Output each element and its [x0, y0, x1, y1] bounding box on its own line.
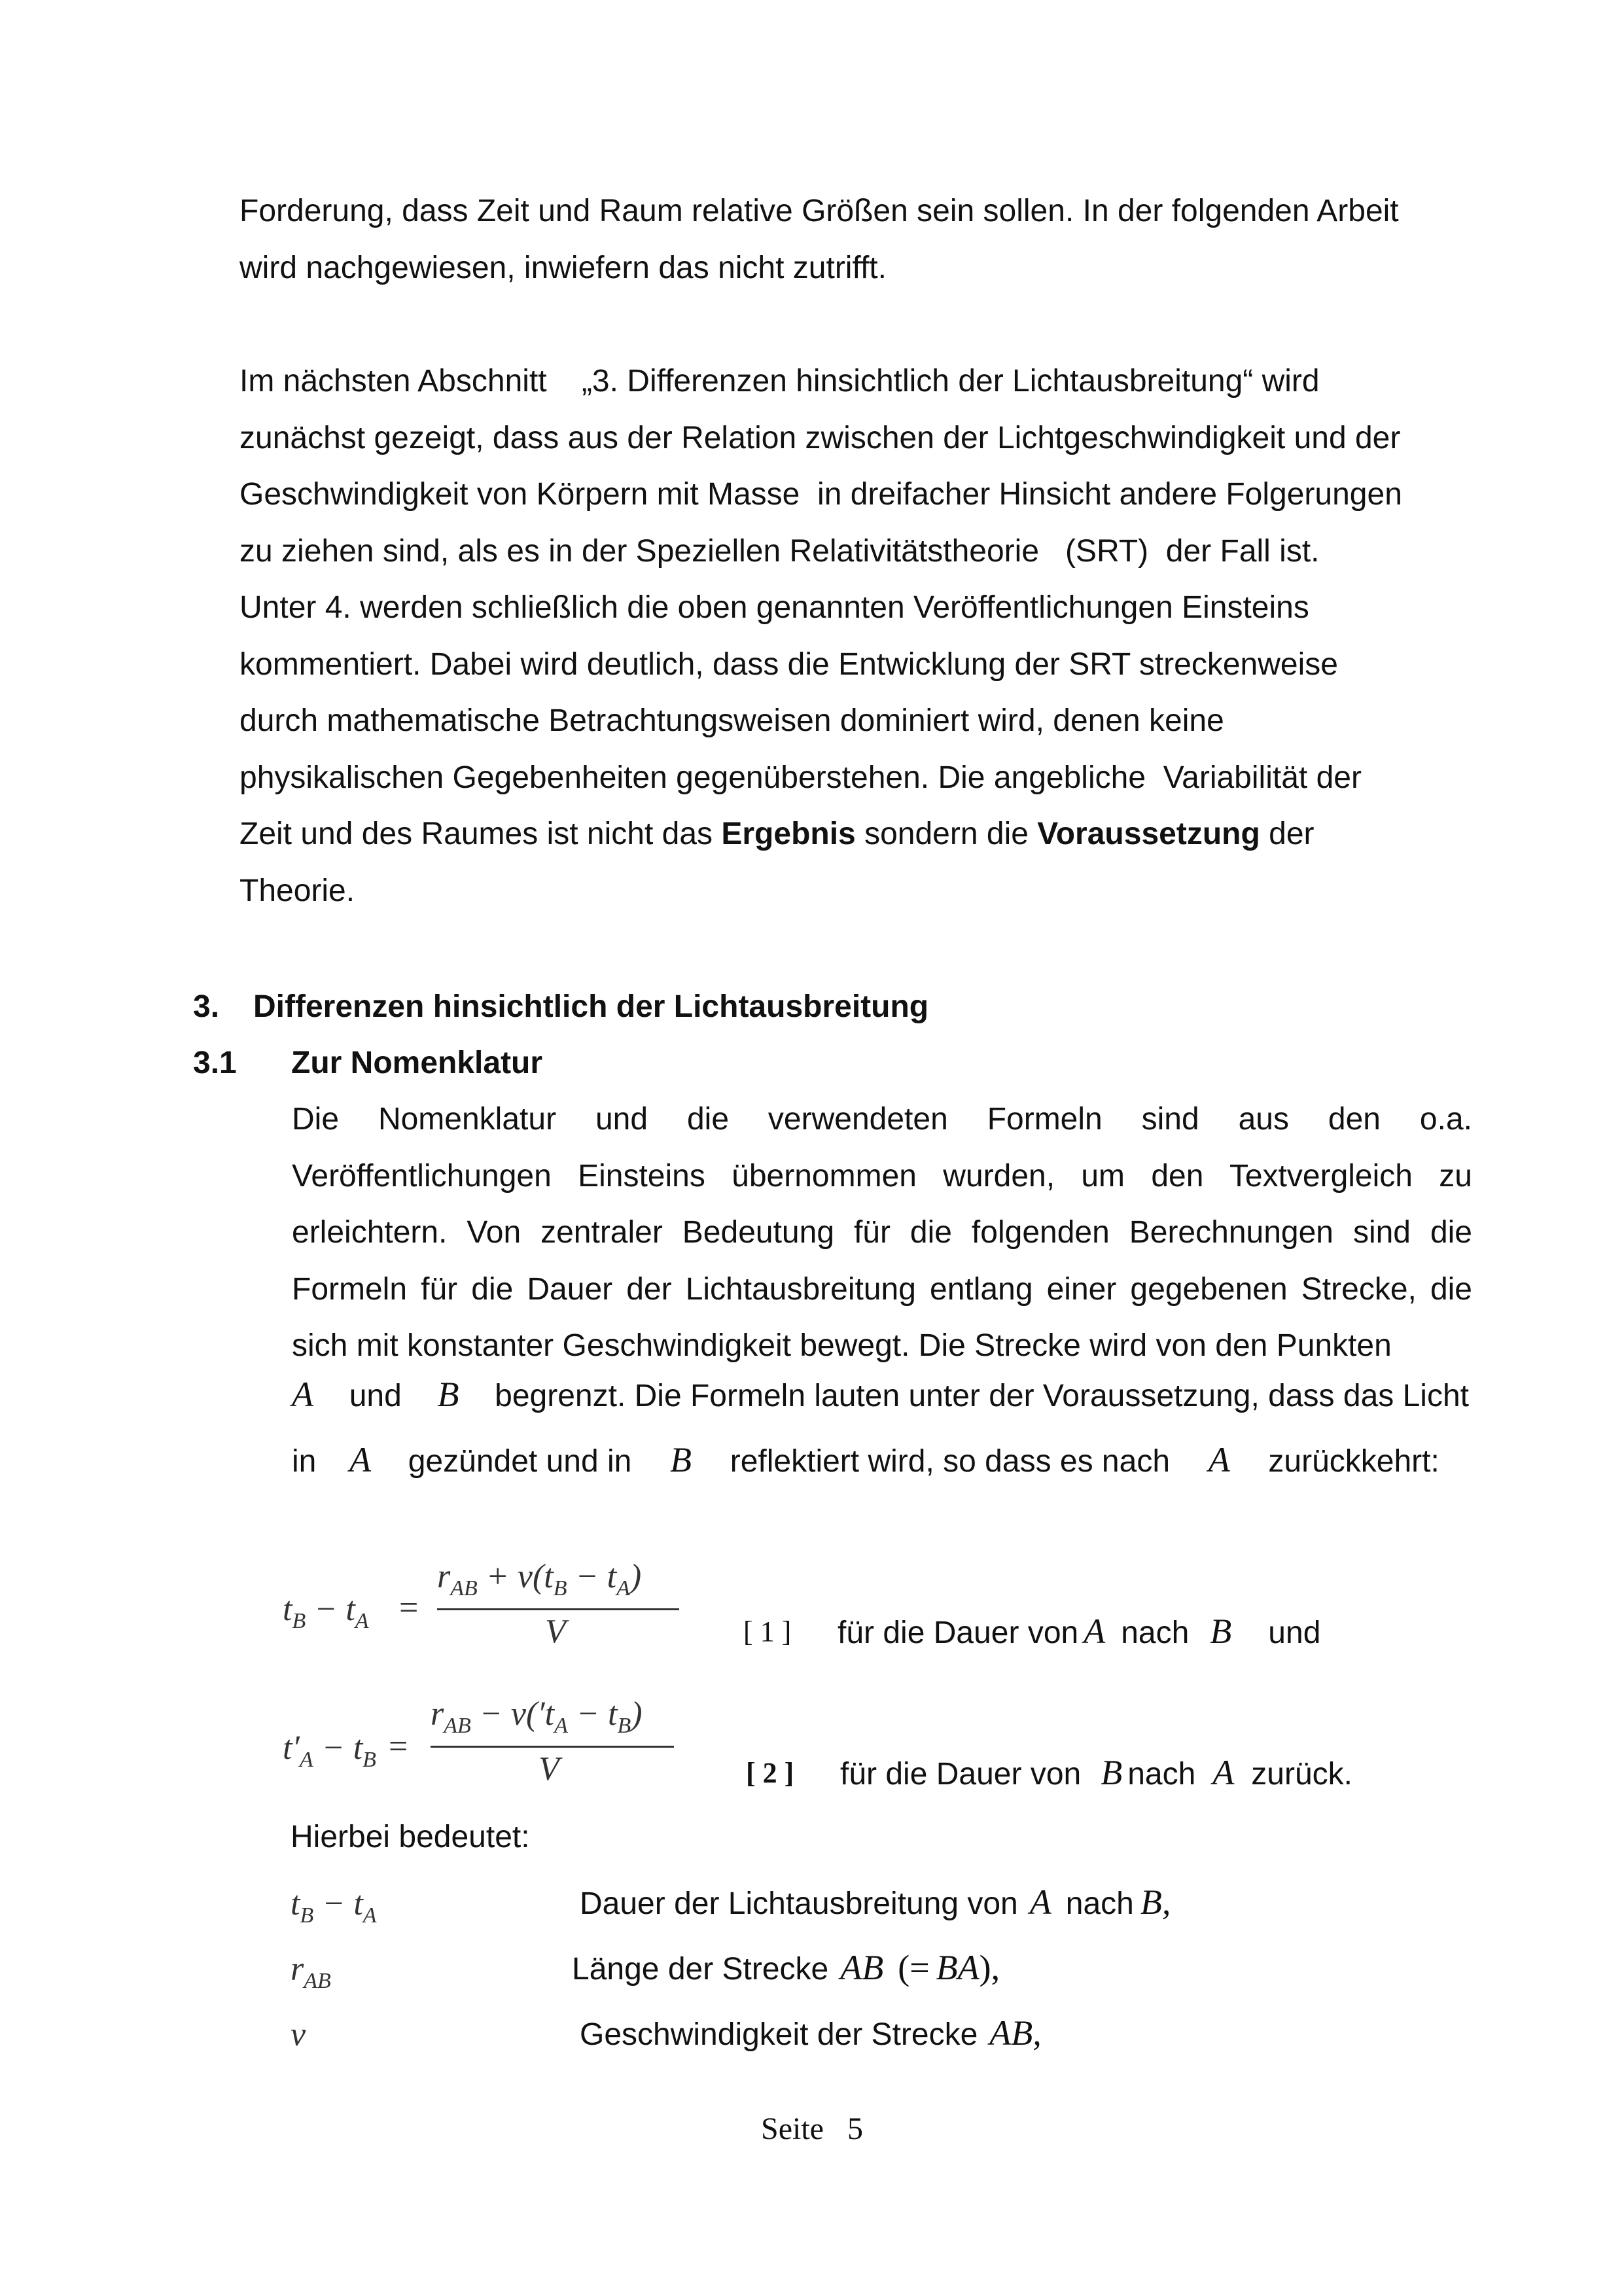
text-line: sich mit konstanter Geschwindigkeit bewegt. Die Strecke wird von den Punkten	[292, 1328, 1392, 1363]
definition-symbol: v	[291, 2016, 306, 2053]
fraction-denominator: V	[538, 1750, 559, 1788]
definitions-intro: Hierbei bedeutet:	[291, 1820, 530, 1854]
section-heading-3	[193, 979, 928, 1035]
text-line: Unter 4. werden schließlich die oben genannten Veröffentlichungen Einsteins	[239, 590, 1309, 625]
fraction-numerator: $r_{AB} + v(t_B - t_A)$	[437, 1558, 642, 1600]
formula-lhs: $t'_A - t_B$	[283, 1729, 376, 1772]
text-line: zu ziehen sind, als es in der Speziellen Relativitätstheorie (SRT) der Fall ist.	[239, 533, 1320, 569]
math-symbol: A	[349, 1440, 372, 1479]
paragraph-intro	[239, 183, 1456, 296]
text-line: physikalischen Gegebenheiten gegenüberstehen. Die angebliche Variabilität der	[239, 760, 1362, 795]
word: verwendeten	[768, 1102, 948, 1137]
definition-symbol: $t_B - t_A$	[291, 1885, 377, 1928]
text-run: sondern die	[855, 817, 1038, 851]
section-title: Zur Nomenklatur	[291, 1046, 543, 1080]
definition-description: Länge der Strecke AB (= BA),	[572, 1948, 1000, 1987]
formula-1	[283, 1557, 701, 1662]
fraction-numerator: $r_{AB} - v('t_A - t_B)$	[431, 1695, 643, 1738]
text-line: wird nachgewiesen, inwiefern das nicht zutrifft.	[239, 250, 887, 285]
text-line: Theorie.	[239, 873, 355, 908]
section-heading-3-1	[193, 1035, 542, 1091]
word: und	[595, 1102, 648, 1137]
text-run: der	[1260, 817, 1315, 851]
word: die	[686, 1102, 730, 1137]
text-line: zunächst gezeigt, dass aus der Relation zwischen der Lichtgeschwindigkeit und der	[239, 420, 1401, 455]
equals-sign: =	[389, 1728, 408, 1765]
text-run: Zeit und des Raumes ist nicht das	[239, 817, 722, 851]
equals-sign: =	[399, 1589, 419, 1627]
paragraph-nomenclature	[292, 1091, 1472, 1375]
math-symbol: B	[1210, 1612, 1232, 1651]
bold-term-ergebnis: Ergebnis	[721, 817, 856, 851]
fraction-bar	[431, 1746, 674, 1748]
section-number: 3.	[193, 989, 220, 1024]
math-symbol: A	[1212, 1753, 1235, 1792]
word: sind	[1141, 1102, 1199, 1137]
formula-2	[283, 1695, 701, 1799]
text-run: gezündet und in	[408, 1444, 632, 1479]
text-line-with-symbols	[292, 1374, 1469, 1415]
text-line: erleichtern. Von zentraler Bedeutung für die folgenden Berechnungen sind die	[292, 1215, 1472, 1250]
fraction-denominator: V	[545, 1613, 566, 1650]
equation-description-2: für die Dauer von B nach A zurück.	[840, 1753, 1353, 1792]
text-line: durch mathematische Betrachtungsweisen dominiert wird, denen keine	[239, 703, 1224, 738]
text-line-with-symbols	[292, 1439, 1439, 1480]
text-line: Geschwindigkeit von Körpern mit Masse in dreifacher Hinsicht andere Folgerungen	[239, 477, 1402, 512]
word: o.a.	[1419, 1102, 1472, 1137]
text-line: Im nächsten Abschnitt „3. Differenzen hinsichtlich der Lichtausbreitung“ wird	[239, 364, 1320, 398]
formula-lhs: $t_B - t_A$	[283, 1591, 369, 1633]
math-symbol: B	[670, 1440, 692, 1479]
math-symbol: A	[1208, 1440, 1230, 1479]
definition-description: Dauer der Lichtausbreitung von A nach B,	[580, 1882, 1171, 1922]
math-symbol: A	[292, 1375, 313, 1414]
text-line: Forderung, dass Zeit und Raum relative Größen sein sollen. In der folgenden Arbeit	[239, 194, 1399, 228]
section-title: Differenzen hinsichtlich der Lichtausbreitung	[253, 989, 929, 1024]
math-symbol: B	[1101, 1753, 1123, 1792]
paragraph-overview	[239, 353, 1456, 919]
word: den	[1328, 1102, 1381, 1137]
definition-symbol: $r_{AB}$	[291, 1951, 331, 1993]
text-line: Veröffentlichungen Einsteins übernommen wurden, um den Textvergleich zu	[292, 1158, 1472, 1193]
equation-number-1: [ 1 ]	[743, 1616, 792, 1648]
math-symbol: A	[1084, 1612, 1106, 1651]
text-run: begrenzt. Die Formeln lauten unter der Voraussetzung, dass das Licht	[495, 1379, 1469, 1413]
bold-term-voraussetzung: Voraussetzung	[1037, 817, 1260, 851]
text-line: kommentiert. Dabei wird deutlich, dass die Entwicklung der SRT streckenweise	[239, 646, 1338, 682]
page-number: Seite 5	[761, 2111, 863, 2146]
text-run: zurückkehrt:	[1268, 1444, 1439, 1479]
word: aus	[1238, 1102, 1289, 1137]
section-number: 3.1	[193, 1046, 237, 1080]
word: Die	[292, 1102, 340, 1137]
text-run: in	[292, 1444, 317, 1479]
math-symbol: B	[437, 1375, 459, 1414]
word: Formeln	[987, 1102, 1103, 1137]
text-run: und	[349, 1379, 402, 1413]
text-line: Formeln für die Dauer der Lichtausbreitung entlang einer gegebenen Strecke, die	[292, 1271, 1472, 1307]
text-run: reflektiert wird, so dass es nach	[730, 1444, 1171, 1479]
equation-description-1: für die Dauer von A nach B und	[838, 1612, 1321, 1651]
word: Nomenklatur	[378, 1102, 557, 1137]
fraction-bar	[437, 1608, 679, 1610]
definition-description: Geschwindigkeit der Strecke AB,	[580, 2013, 1042, 2053]
text-line	[239, 806, 1456, 863]
text-line	[292, 1091, 1472, 1148]
equation-number-2: [ 2 ]	[746, 1757, 794, 1789]
